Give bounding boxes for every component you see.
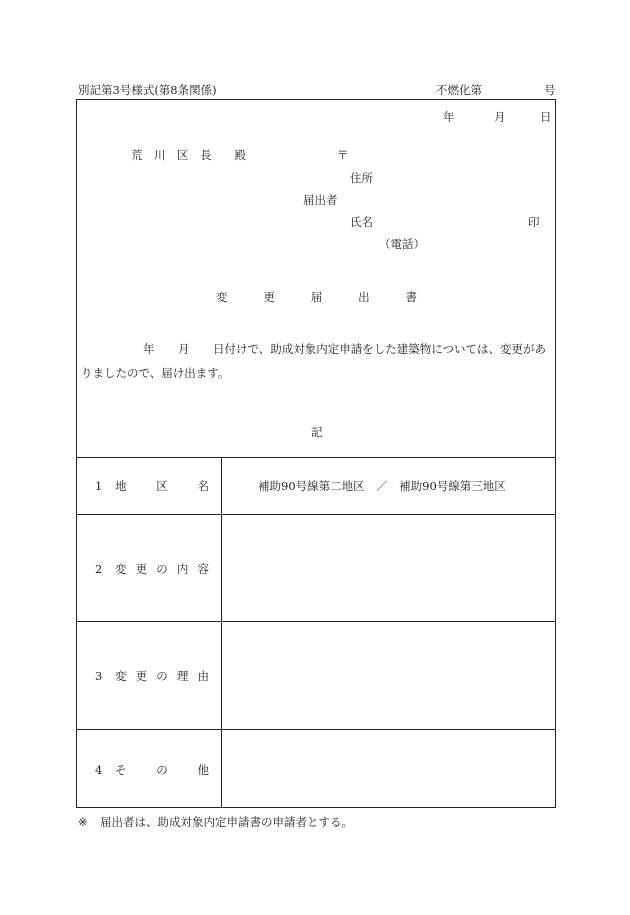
body-year: 年 [143,342,155,356]
label-char: 更 [135,669,148,683]
label-char: 区 [156,479,168,493]
number-prefix: 不燃化第 [436,83,482,97]
title-char: 出 [358,290,370,304]
row-4-number: 4 [95,763,103,777]
label-char: の [156,763,168,777]
name-label: 氏名 [350,215,373,229]
label-char: 由 [197,669,209,683]
body-line1: 日付けで、助成対象内定申請をした建築物については、変更があ [213,342,547,356]
row-3-label [115,669,209,683]
notifier-label: 届出者 [303,193,338,207]
label-char: 更 [135,562,148,576]
title-char: 更 [263,290,275,304]
label-char: 変 [115,669,127,683]
row-1-label [115,479,209,493]
label-char: 内 [176,562,189,576]
row-1-value: 補助90号線第二地区 ／ 補助90号線第三地区 [258,479,506,493]
title-char: 書 [405,290,417,304]
label-char: の [156,562,168,576]
label-char: 変 [115,562,127,576]
label-char: 他 [197,763,209,777]
phone-label: （電話） [379,237,425,251]
date-month: 月 [494,110,506,124]
body-line2: りましたので、届け出ます。 [81,366,230,380]
label-char: 容 [197,562,209,576]
row-2-number: 2 [95,562,103,576]
postal-mark: 〒 [337,148,349,162]
body-month: 月 [178,342,190,356]
title-char: 変 [216,290,228,304]
column-divider [221,457,222,807]
table-top-line [76,457,556,458]
label-char: 理 [176,669,189,683]
row-divider [76,729,556,730]
label-char: 名 [197,479,209,493]
date-day: 日 [540,110,552,124]
row-divider [76,621,556,622]
footnote-text: 届出者は、助成対象内定申請書の申請者とする。 [100,815,353,829]
form-label: 別記第3号様式(第8条関係) [78,83,217,97]
row-4-label [115,763,209,777]
label-char: そ [115,763,127,777]
label-char: 地 [115,479,127,493]
number-suffix: 号 [544,83,556,97]
row-1-number: 1 [95,479,103,493]
document-title [216,290,417,304]
footnote-mark: ※ [78,815,88,829]
date-year: 年 [443,110,455,124]
seal-label: 印 [528,215,540,229]
addressee: 荒 川 区 長 殿 [131,148,246,162]
ki-label: 記 [311,425,323,439]
row-divider [76,514,556,515]
label-char: の [156,669,168,683]
row-2-label [115,562,209,576]
title-char: 届 [310,290,323,304]
address-label: 住所 [350,171,373,185]
row-3-number: 3 [95,669,103,683]
